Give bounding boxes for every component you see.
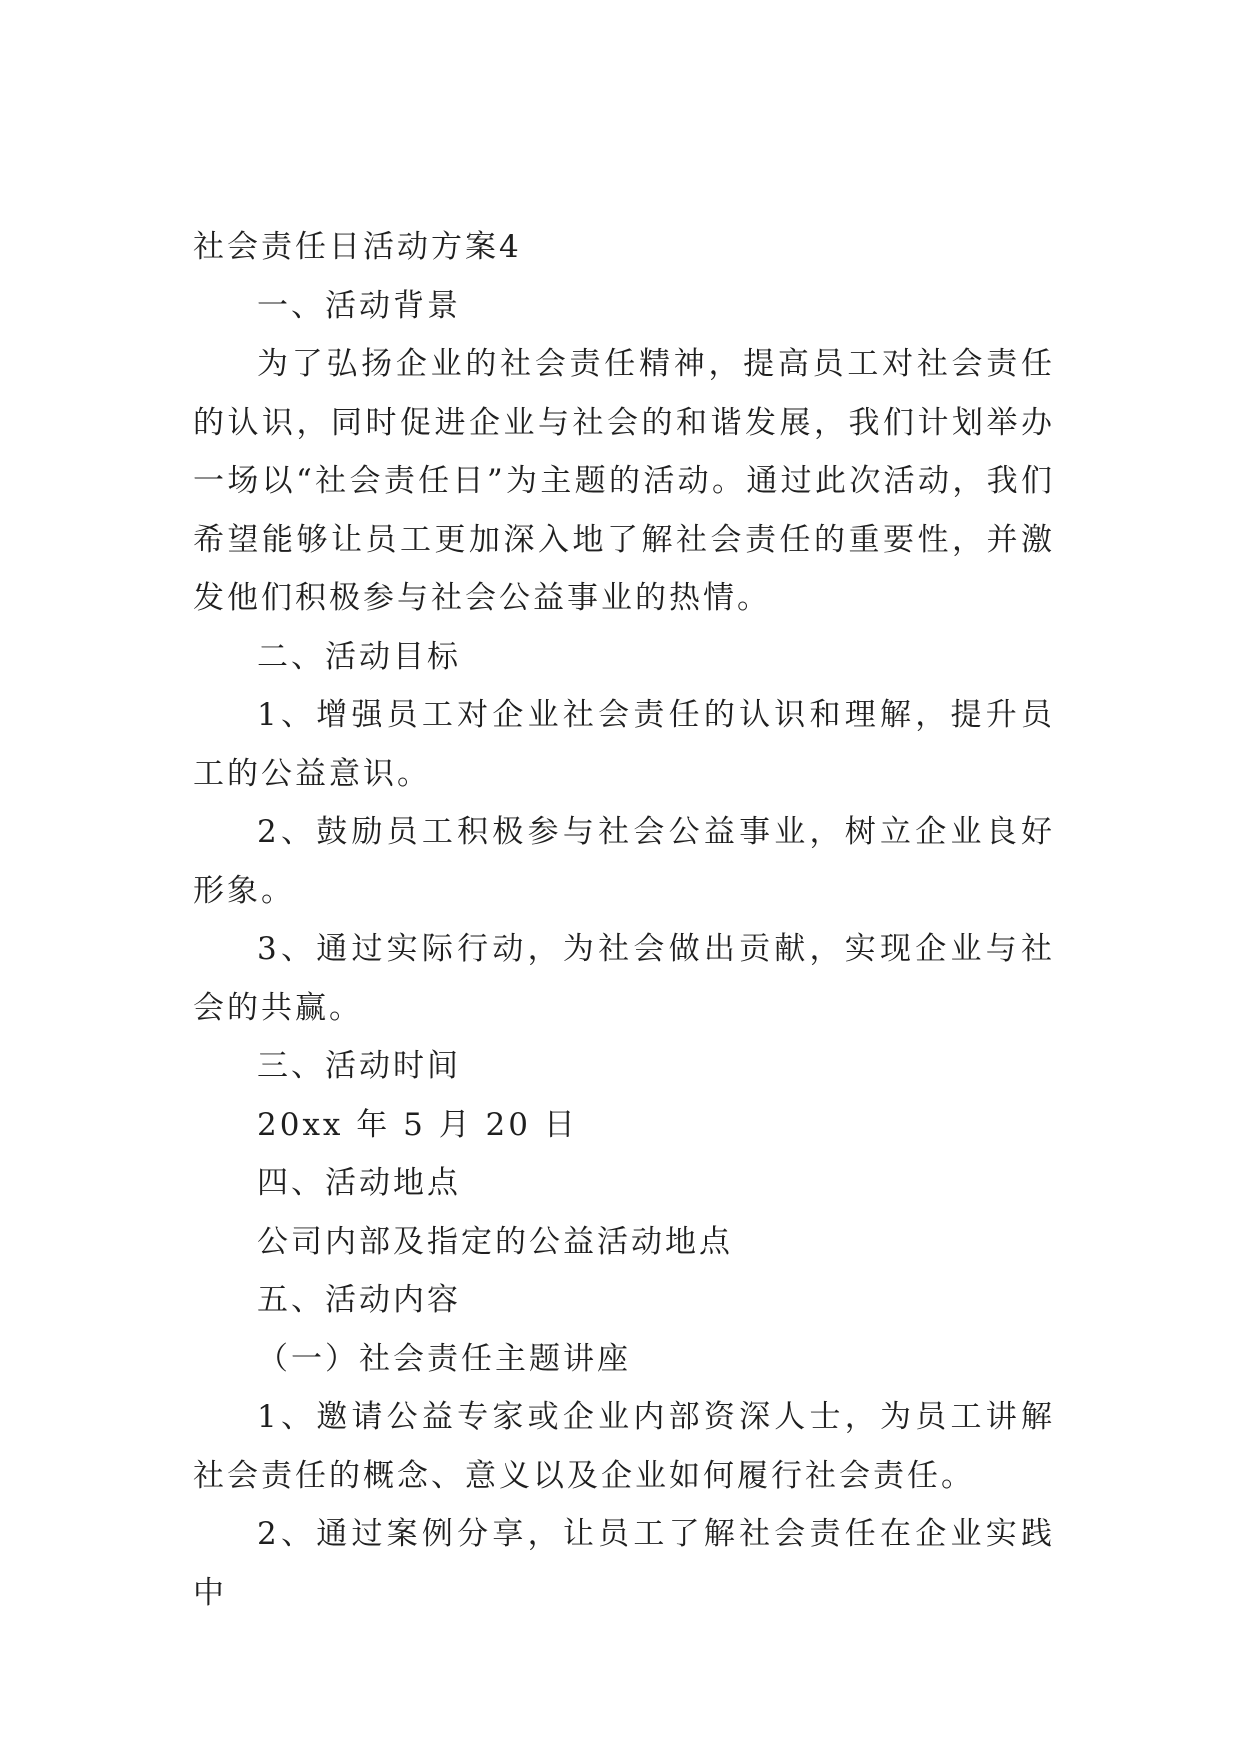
- activity-location: 公司内部及指定的公益活动地点: [257, 1223, 733, 1260]
- document-body: [193, 218, 1055, 1622]
- section-heading-location: 四、活动地点: [257, 1165, 461, 1201]
- goal-item-1: 1、增强员工对企业社会责任的认识和理解，提升员工的公益意识。: [193, 697, 1055, 792]
- goal-item-3: 3、通过实际行动，为社会做出贡献，实现企业与社会的共赢。: [193, 931, 1055, 1026]
- content-item-1: 1、邀请公益专家或企业内部资深人士，为员工讲解社会责任的概念、意义以及企业如何履行社会责任。: [193, 1399, 1055, 1494]
- activity-time: 20xx 年 5 月 20 日: [257, 1106, 578, 1143]
- background-paragraph: 为了弘扬企业的社会责任精神，提高员工对社会责任的认识，同时促进企业与社会的和谐发展，我们计划举办一场以“社会责任日”为主题的活动。通过此次活动，我们希望能够让员工更加深入地了解社会责任的重要性，并激发他们积极参与社会公益事业的热情。: [193, 346, 1055, 616]
- section-heading-content: 五、活动内容: [257, 1282, 461, 1318]
- section-heading-background: 一、活动背景: [257, 287, 461, 324]
- section-heading-time: 三、活动时间: [257, 1048, 461, 1084]
- content-item-2: 2、通过案例分享，让员工了解社会责任在企业实践中: [193, 1516, 1055, 1611]
- section-heading-goals: 二、活动目标: [257, 638, 461, 675]
- goal-item-2: 2、鼓励员工积极参与社会公益事业，树立企业良好形象。: [193, 814, 1055, 909]
- subsection-heading-lecture: （一）社会责任主题讲座: [257, 1340, 631, 1377]
- document-title: 社会责任日活动方案4: [193, 229, 522, 265]
